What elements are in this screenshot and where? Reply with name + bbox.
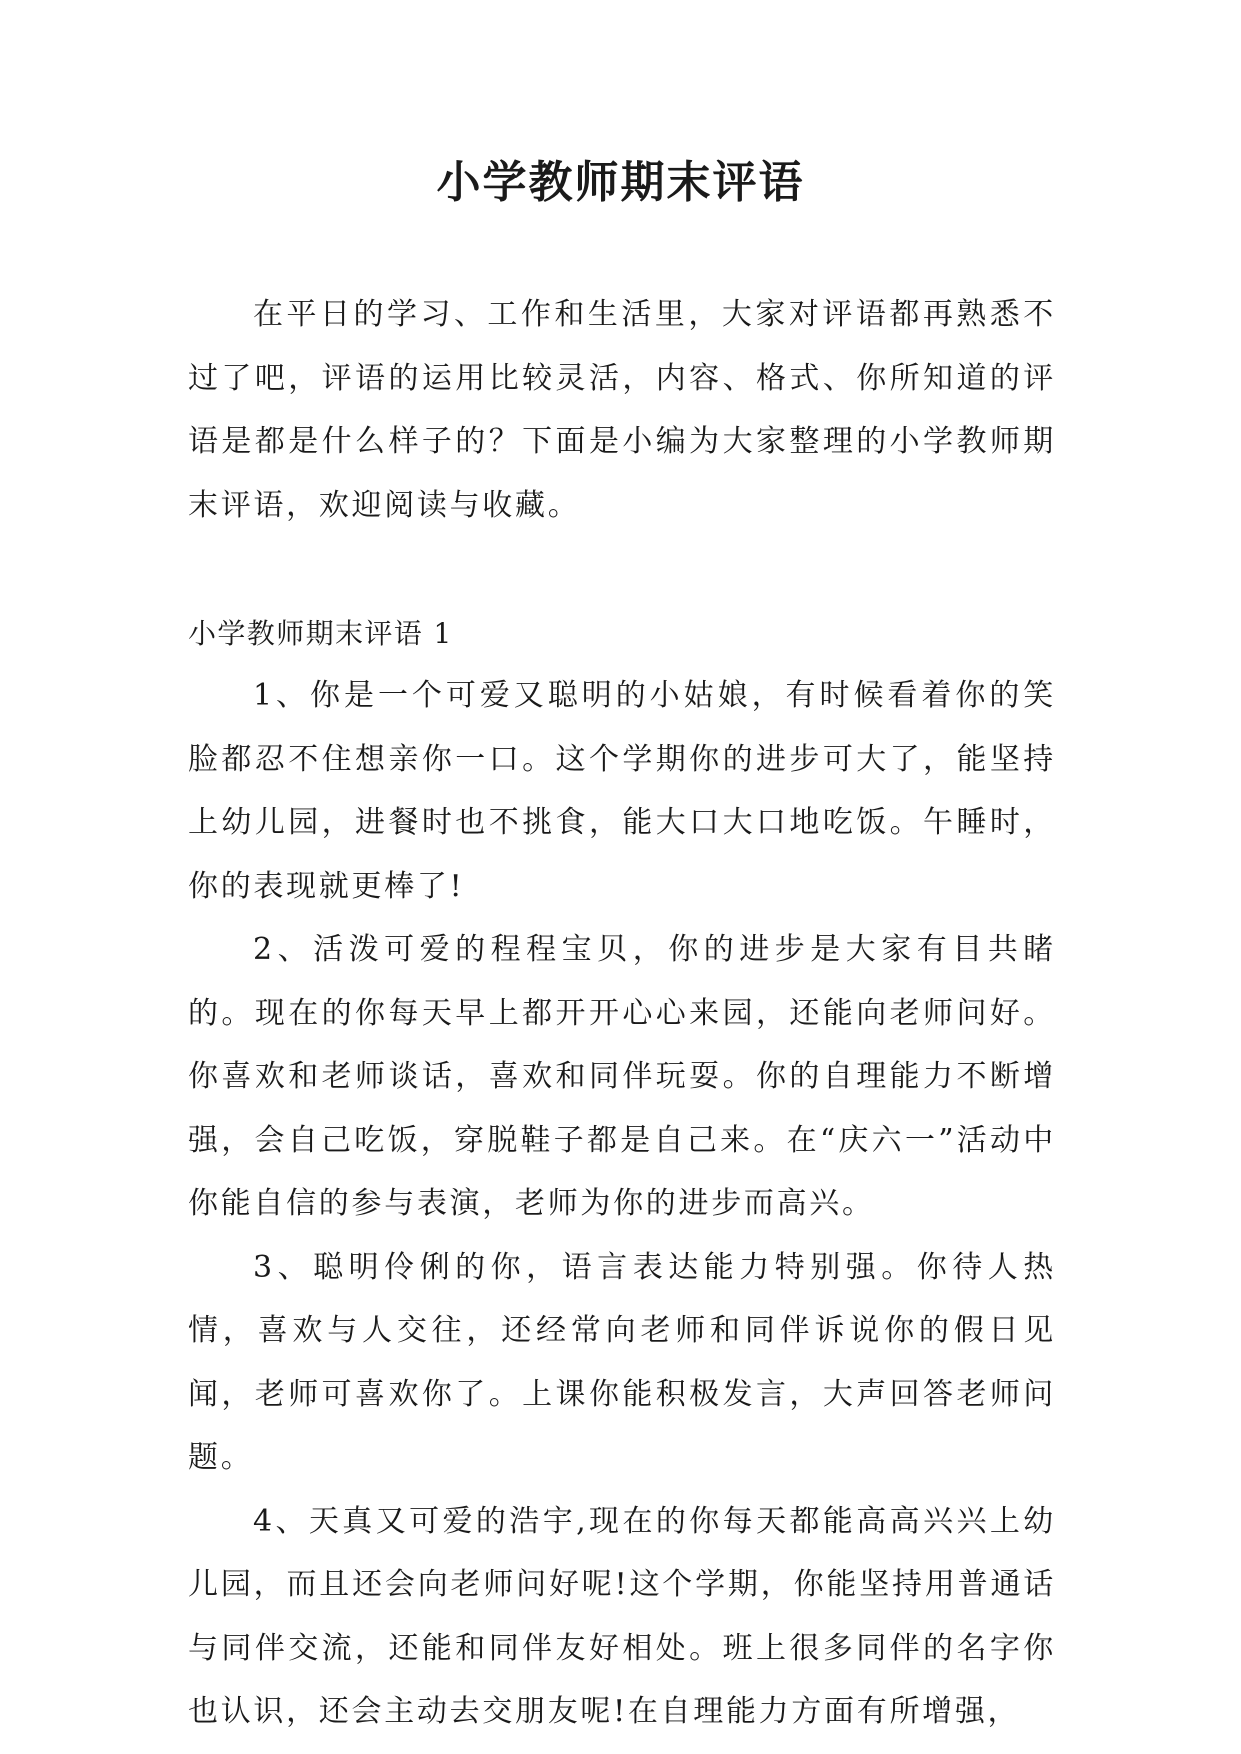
section-heading: 小学教师期末评语 1 [188, 617, 453, 650]
comment-paragraph-4: 4、天真又可爱的浩宇,现在的你每天都能高高兴兴上幼儿园，而且还会向老师问好呢!这个学期，你能坚持用普通话与同伴交流，还能和同伴友好相处。班上很多同伴的名字你也认识，还会主动去交朋友呢!在自理能力方面有所增强， [188, 1503, 1056, 1729]
intro-paragraph: 在平日的学习、工作和生活里，大家对评语都再熟悉不过了吧，评语的运用比较灵活，内容、格式、你所知道的评语是都是什么样子的？下面是小编为大家整理的小学教师期末评语，欢迎阅读与收藏。 [188, 297, 1056, 523]
document-title: 小学教师期末评语 [436, 157, 805, 208]
comment-paragraph-2: 2、活泼可爱的程程宝贝，你的进步是大家有目共睹的。现在的你每天早上都开开心心来园，还能向老师问好。你喜欢和老师谈话，喜欢和同伴玩耍。你的自理能力不断增强，会自己吃饭，穿脱鞋子都是自己来。在“庆六一”活动中你能自信的参与表演，老师为你的进步而高兴。 [188, 932, 1056, 1221]
comment-paragraph-3: 3、聪明伶俐的你，语言表达能力特别强。你待人热情，喜欢与人交往，还经常向老师和同伴诉说你的假日见闻，老师可喜欢你了。上课你能积极发言，大声回答老师问题。 [188, 1249, 1056, 1475]
comment-paragraph-1: 1、你是一个可爱又聪明的小姑娘，有时候看着你的笑脸都忍不住想亲你一口。这个学期你的进步可大了，能坚持上幼儿园，进餐时也不挑食，能大口大口地吃饭。午睡时，你的表现就更棒了! [188, 678, 1056, 904]
document-body [188, 283, 1056, 1744]
